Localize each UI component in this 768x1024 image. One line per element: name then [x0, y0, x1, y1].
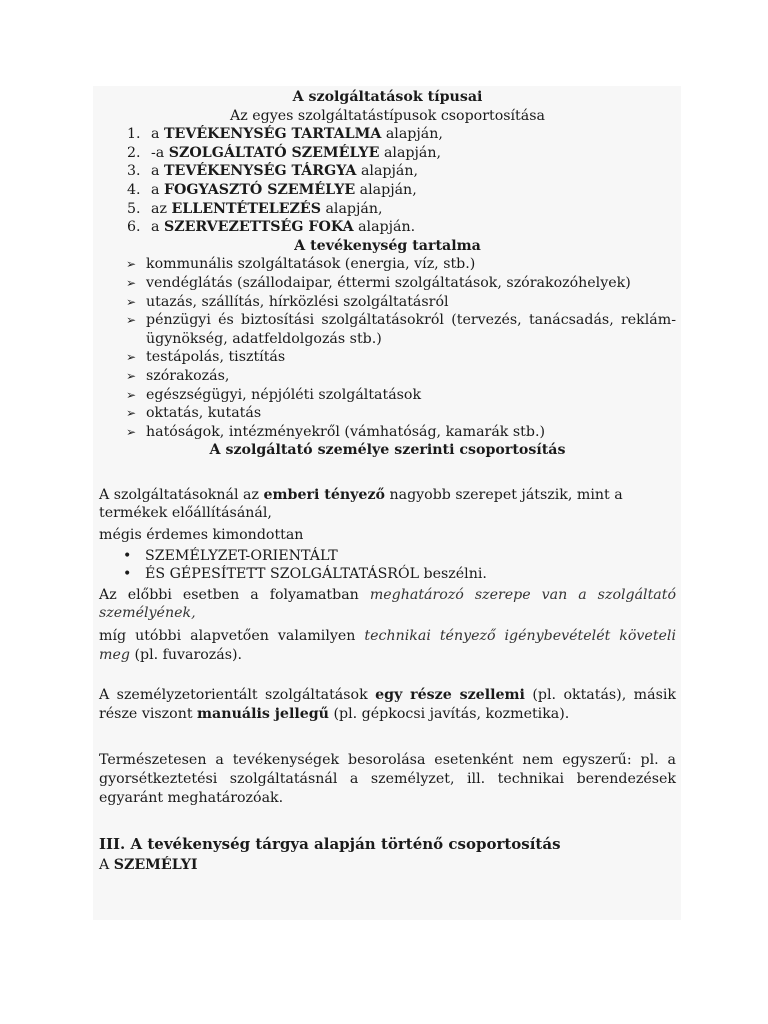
- list-item: ➢ testápolás, tisztítás: [126, 349, 286, 366]
- document-content: [99, 88, 676, 874]
- numbered-list: [99, 125, 676, 237]
- document-title: A szolgáltatások típusai: [292, 89, 483, 105]
- bullet-icon: •: [123, 566, 132, 583]
- list-item: 4. a FOGYASZTÓ SZEMÉLYE alapján,: [145, 181, 676, 200]
- paragraph-classification-note: Természetesen a tevékenységek besorolása esetenként nem egyszerű: pl. a gyorsétkeztetési szolgáltatásnál a személyzet, ill. technikai berendezések egyaránt meghatározóak.: [99, 752, 676, 806]
- arrow-bullet-icon: ➢: [126, 294, 137, 309]
- arrow-bullet-icon: ➢: [126, 275, 137, 290]
- arrow-bullet-icon: ➢: [126, 313, 137, 328]
- list-item: 1. a TEVÉKENYSÉG TARTALMA alapján,: [145, 125, 676, 144]
- arrow-bullet-icon: ➢: [126, 406, 137, 421]
- arrow-bullet-icon: ➢: [126, 368, 137, 383]
- section-heading-activity-content: A tevékenység tartalma: [294, 237, 481, 254]
- arrow-list: [99, 255, 676, 441]
- list-item: • SZEMÉLYZET-ORIENTÁLT: [123, 547, 338, 564]
- arrow-bullet-icon: ➢: [126, 257, 137, 272]
- bullet-list: [99, 547, 676, 584]
- paragraph-staff-oriented: A személyzetorientált szolgáltatások egy része szellemi (pl. oktatás), másik része viszont manuális jellegű (pl. gépkocsi javítás, kozmetika).: [99, 687, 676, 722]
- list-item: ➢ pénzügyi és biztosítási szolgáltatásokról (tervezés, tanácsadás, reklám-ügynökség, adatfeldolgozás stb.): [126, 312, 676, 347]
- list-item: ➢ kommunális szolgáltatások (energia, víz, stb.): [126, 256, 476, 273]
- arrow-bullet-icon: ➢: [126, 350, 137, 365]
- list-item: 3. a TEVÉKENYSÉG TÁRGYA alapján,: [145, 162, 676, 181]
- paragraph-nevertheless: mégis érdemes kimondottan: [99, 527, 304, 544]
- arrow-bullet-icon: ➢: [126, 424, 137, 439]
- bullet-icon: •: [123, 547, 132, 564]
- list-item: ➢ egészségügyi, népjóléti szolgáltatások: [126, 386, 422, 403]
- list-item: 5. az ELLENTÉTELEZÉS alapján,: [145, 200, 676, 219]
- list-item: ➢ szórakozás,: [126, 367, 230, 384]
- paragraph-latter-case: míg utóbbi alapvetően valamilyen technikai tényező igénybevételét követeli meg (pl. fuvarozás).: [99, 628, 677, 663]
- paragraph-personal: A SZEMÉLYI: [99, 856, 198, 873]
- list-item: • ÉS GÉPESÍTETT SZOLGÁLTATÁSRÓL beszélni.: [123, 566, 487, 583]
- list-item: 2. -a SZOLGÁLTATÓ SZEMÉLYE alapján,: [145, 144, 676, 163]
- paragraph-human-factor: A szolgáltatásoknál az emberi tényező nagyobb szerepet játszik, mint a termékek előállításánál,: [99, 486, 623, 522]
- arrow-bullet-icon: ➢: [126, 387, 137, 402]
- list-item: ➢ oktatás, kutatás: [126, 405, 262, 422]
- paragraph-former-case: Az előbbi esetben a folyamatban meghatározó szerepe van a szolgáltató személyének,: [99, 586, 677, 622]
- list-item: ➢ hatóságok, intézményekről (vámhatóság, kamarák stb.): [126, 423, 545, 440]
- section-heading-provider-person: A szolgáltató személye szerinti csoportosítás: [209, 442, 566, 459]
- list-item: 6. a SZERVEZETTSÉG FOKA alapján.: [145, 218, 676, 237]
- list-item: ➢ vendéglátás (szállodaipar, éttermi szolgáltatások, szórakozóhelyek): [126, 274, 631, 291]
- list-item: ➢ utazás, szállítás, hírközlési szolgáltatásról: [126, 293, 449, 310]
- section-heading-activity-subject: III. A tevékenység tárgya alapján történő csoportosítás: [99, 835, 561, 854]
- document-subtitle: Az egyes szolgáltatástípusok csoportosítása: [230, 107, 545, 124]
